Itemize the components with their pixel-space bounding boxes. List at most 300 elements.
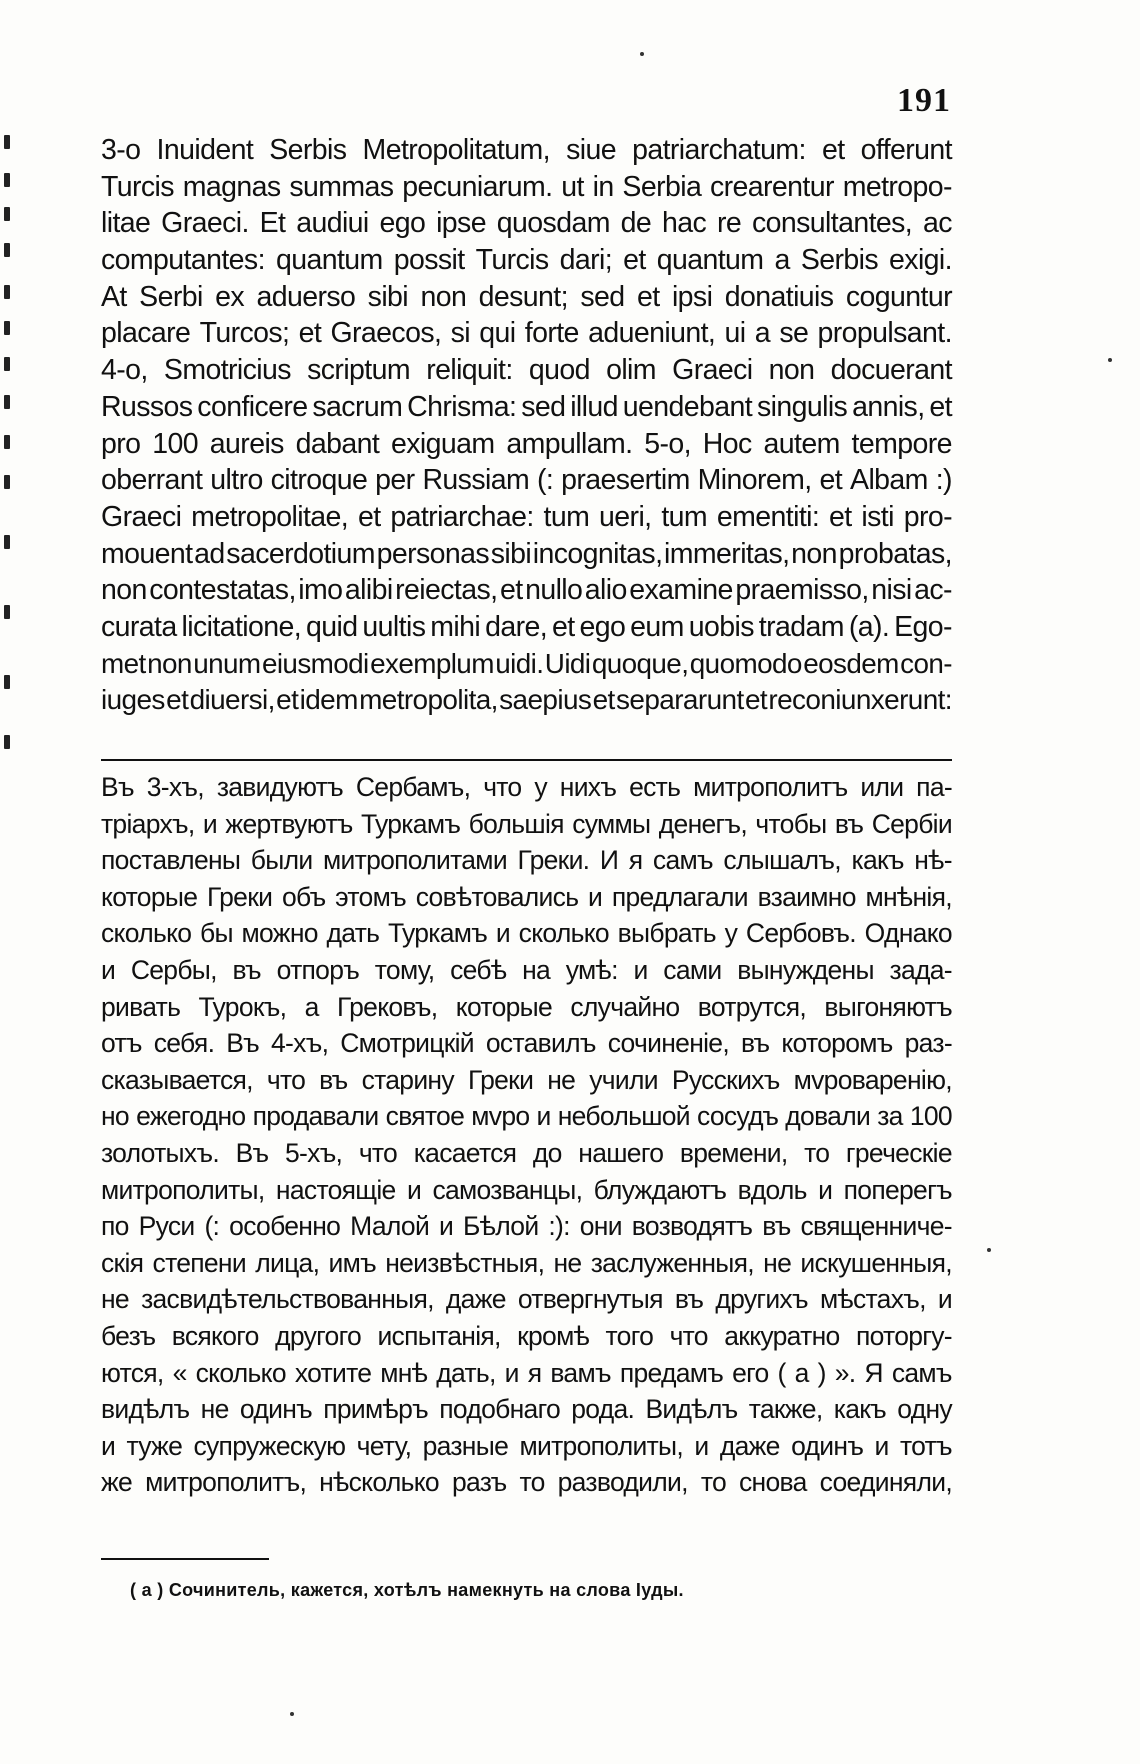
- word: 4-хъ,: [271, 1028, 329, 1059]
- word: Albam: [850, 464, 928, 497]
- word: idem: [299, 684, 358, 716]
- word: licitatione,: [181, 610, 302, 643]
- word: ampullam.: [506, 427, 633, 460]
- word: рода.: [571, 1394, 635, 1425]
- word: были: [250, 845, 313, 876]
- word: мѣстахъ,: [819, 1284, 926, 1315]
- word: разные: [422, 1430, 509, 1461]
- page-number: 191: [897, 82, 951, 119]
- word: Ego-: [894, 610, 952, 643]
- word: exiguam: [391, 427, 495, 460]
- word: и: [202, 808, 218, 839]
- word: sacrum: [312, 390, 403, 423]
- word: мнѣ: [380, 1357, 428, 1388]
- russian-line: [101, 952, 952, 989]
- word: et: [357, 500, 381, 533]
- word: Сербы,: [130, 954, 217, 985]
- word: ривать: [101, 991, 181, 1022]
- word: другихъ: [715, 1284, 808, 1315]
- word: dabant: [295, 427, 380, 460]
- word: a: [774, 244, 790, 277]
- word: искушенныя,: [800, 1247, 952, 1278]
- word: non: [147, 647, 192, 679]
- word: siue: [566, 134, 616, 166]
- word: ac: [922, 207, 952, 240]
- word: et: [636, 280, 660, 313]
- word: митрополитъ: [693, 772, 848, 802]
- word: crearentur: [710, 170, 834, 203]
- word: quantum: [656, 244, 764, 277]
- word: суммы: [572, 808, 651, 839]
- word: что: [669, 1320, 708, 1351]
- word: litae: [101, 207, 151, 240]
- word: et: [623, 244, 646, 277]
- word: завидуютъ: [216, 772, 343, 802]
- russian-line: [101, 1172, 952, 1209]
- word: metropolitae,: [191, 500, 349, 533]
- word: Turcos;: [199, 317, 290, 350]
- word: особенно: [229, 1211, 341, 1242]
- russian-line: [101, 1098, 952, 1135]
- word: выгоняютъ: [824, 991, 952, 1022]
- word: quomodo: [689, 647, 802, 679]
- word: которые: [455, 991, 553, 1022]
- word: отъ: [101, 1028, 142, 1059]
- word: слышалъ,: [723, 845, 841, 876]
- word: ego: [579, 610, 626, 643]
- word: mouent: [101, 537, 193, 570]
- word: объ: [281, 881, 326, 912]
- word: eum: [630, 610, 684, 643]
- word: въ: [834, 808, 864, 839]
- word: тотъ: [899, 1430, 952, 1461]
- word: заслуженныя,: [590, 1247, 754, 1278]
- word: 5-хъ,: [284, 1137, 343, 1168]
- word: a: [754, 317, 771, 350]
- word: сказывается,: [101, 1064, 253, 1095]
- word: же: [101, 1467, 133, 1498]
- word: qui: [479, 317, 516, 350]
- word: не: [200, 1394, 229, 1425]
- word: «: [172, 1357, 187, 1388]
- word: placare: [101, 317, 191, 350]
- russian-line: [101, 1391, 952, 1428]
- word: они: [579, 1211, 622, 1242]
- word: и: [504, 1357, 519, 1388]
- word: старину: [361, 1064, 454, 1095]
- word: которые: [101, 881, 198, 912]
- word: pro: [101, 427, 141, 460]
- word: подобнаго: [439, 1394, 560, 1425]
- word: что: [358, 1137, 398, 1168]
- word: (: [777, 1357, 786, 1388]
- word: ipsi: [671, 280, 713, 313]
- word: audiui: [296, 207, 369, 240]
- word: настоящіе: [275, 1174, 396, 1205]
- word: времени,: [679, 1137, 788, 1168]
- word: совѣтовались: [415, 881, 579, 912]
- word: вамъ: [550, 1357, 611, 1388]
- word: и: [937, 1284, 952, 1315]
- word: patriarchae:: [390, 500, 534, 533]
- word: а: [304, 991, 319, 1022]
- word: выбрать: [617, 918, 716, 949]
- word: Inuident: [156, 134, 254, 166]
- russian-line: [101, 1062, 952, 1099]
- word: чтобы: [755, 808, 827, 839]
- word: :):: [548, 1211, 570, 1242]
- word: себѣ: [450, 954, 507, 985]
- word: денегъ,: [658, 808, 748, 839]
- word: ementiti:: [716, 500, 820, 533]
- word: Туркамъ: [361, 808, 461, 839]
- word: супружескую: [193, 1430, 346, 1461]
- word: то: [700, 1467, 726, 1498]
- word: :): [935, 464, 952, 497]
- word: вотрутся,: [697, 991, 807, 1022]
- word: eosdem: [803, 647, 899, 679]
- word: себя.: [153, 1028, 215, 1059]
- word: священниче-: [800, 1211, 952, 1242]
- russian-text-block: [101, 769, 952, 1501]
- word: 3-хъ,: [146, 772, 204, 802]
- footnote-rule: [101, 1558, 269, 1560]
- word: и: [495, 918, 510, 949]
- word: святое: [385, 1101, 465, 1132]
- word: et: [829, 500, 852, 533]
- word: самъ: [652, 845, 713, 876]
- word: поставлены: [101, 845, 241, 876]
- word: immeritas,: [664, 537, 790, 570]
- word: ego: [379, 207, 426, 240]
- word: въ: [762, 1211, 791, 1242]
- word: что: [483, 772, 522, 802]
- word: Russos: [101, 390, 193, 423]
- word: нѣ-: [914, 845, 952, 876]
- word: exemplum: [370, 647, 494, 679]
- word: non: [420, 280, 467, 313]
- word: Chrisma:: [407, 390, 517, 423]
- russian-line: [101, 915, 952, 952]
- word: видѣлъ: [101, 1394, 190, 1425]
- word: и: [818, 1174, 833, 1205]
- word: alio: [584, 574, 627, 607]
- word: ): [817, 1357, 826, 1388]
- russian-line: [101, 806, 952, 843]
- latin-line: [101, 242, 952, 279]
- word: отвергнутыя: [517, 1284, 663, 1315]
- word: снова: [739, 1467, 807, 1498]
- word: si: [450, 317, 470, 350]
- word: того: [605, 1320, 654, 1351]
- word: praemisso,: [735, 574, 869, 607]
- word: ежегодно: [136, 1101, 246, 1132]
- word: испытанія,: [377, 1320, 501, 1351]
- russian-line: [101, 1135, 952, 1172]
- word: alibi: [344, 574, 393, 607]
- word: contestatas,: [149, 574, 296, 607]
- word: non: [791, 537, 837, 570]
- word: et: [499, 574, 523, 607]
- word: desunt;: [478, 280, 568, 313]
- word: Въ: [101, 772, 134, 802]
- word: у: [724, 918, 738, 949]
- word: соединяли,: [819, 1467, 952, 1498]
- word: et: [821, 134, 845, 166]
- word: также,: [748, 1394, 823, 1425]
- word: ipse: [436, 207, 486, 240]
- word: Смотрицкій: [340, 1028, 474, 1059]
- word: praesertim: [561, 464, 690, 497]
- latin-line: [101, 499, 952, 536]
- word: forte: [524, 317, 579, 350]
- word: вынуждены: [737, 954, 874, 985]
- word: Однако: [864, 918, 952, 949]
- word: ».: [834, 1357, 856, 1388]
- word: Сербіи: [871, 808, 952, 839]
- word: сосудъ: [697, 1101, 779, 1132]
- word: examine: [629, 574, 733, 607]
- word: Russiam: [422, 464, 530, 497]
- word: другого: [275, 1320, 362, 1351]
- word: et: [592, 684, 615, 716]
- word: вдоль: [737, 1174, 807, 1205]
- latin-line: [101, 205, 952, 242]
- word: раз-: [904, 1028, 952, 1059]
- word: et: [929, 390, 952, 423]
- word: то: [804, 1137, 830, 1168]
- word: tum: [661, 500, 708, 533]
- word: касается: [413, 1137, 517, 1168]
- word: греческіе: [845, 1137, 952, 1168]
- latin-line: [101, 315, 952, 352]
- word: и: [536, 1101, 551, 1132]
- word: et: [551, 610, 575, 643]
- latin-line: [101, 462, 952, 499]
- russian-line: [101, 1318, 952, 1355]
- word: сколько: [518, 918, 609, 949]
- word: per: [375, 464, 415, 497]
- word: Грековъ,: [336, 991, 438, 1022]
- word: Сербамъ,: [355, 772, 471, 802]
- word: separarunt: [616, 684, 744, 716]
- word: unum: [193, 647, 261, 679]
- word: что: [266, 1064, 306, 1095]
- word: Serbis: [800, 244, 878, 277]
- word: citroque: [270, 464, 368, 497]
- word: saepius: [499, 684, 592, 716]
- word: не: [553, 1247, 582, 1278]
- word: 100: [909, 1101, 952, 1132]
- word: степени: [152, 1247, 246, 1278]
- word: довали: [785, 1101, 871, 1132]
- word: не: [763, 1247, 792, 1278]
- word: и: [874, 1430, 889, 1461]
- word: разводили,: [557, 1467, 688, 1498]
- word: И: [599, 845, 619, 876]
- word: scriptum: [307, 354, 411, 387]
- word: non: [101, 574, 147, 607]
- word: сочиненіе,: [607, 1028, 730, 1059]
- word: засвидѣтельствованныя,: [141, 1284, 434, 1315]
- word: docuerant: [830, 354, 952, 387]
- word: или: [860, 772, 904, 802]
- word: я: [527, 1357, 542, 1388]
- word: quid: [306, 610, 358, 643]
- word: я: [628, 845, 643, 876]
- word: взаимно: [757, 881, 856, 912]
- latin-line: [101, 352, 952, 389]
- word: Руси: [138, 1211, 195, 1242]
- latin-line: [101, 169, 952, 206]
- word: золотыхъ.: [101, 1137, 219, 1168]
- word: sed: [521, 390, 566, 423]
- word: Hoc: [702, 427, 752, 460]
- word: uendebant: [622, 390, 753, 423]
- word: adueniunt,: [588, 317, 716, 350]
- word: сами: [663, 954, 722, 985]
- word: по: [101, 1211, 129, 1242]
- word: sibi: [490, 537, 532, 570]
- word: въ: [740, 1028, 770, 1059]
- word: ueri,: [599, 500, 652, 533]
- russian-line: [101, 879, 952, 916]
- word: дать,: [436, 1357, 496, 1388]
- section-separator-rule: [101, 759, 952, 761]
- word: singulis: [756, 390, 848, 423]
- word: et: [276, 684, 299, 716]
- word: illud: [570, 390, 618, 423]
- word: ac-: [914, 574, 952, 607]
- word: magnas: [182, 170, 281, 203]
- word: 4-o,: [101, 354, 148, 387]
- word: отпоръ: [276, 954, 360, 985]
- word: pro-: [903, 500, 952, 533]
- word: Туркамъ: [387, 918, 488, 949]
- word: Graeci.: [161, 207, 249, 240]
- word: reconiunxerunt:: [768, 684, 952, 716]
- word: одну: [897, 1394, 952, 1425]
- latin-line: [101, 572, 952, 609]
- word: reliquit:: [426, 354, 513, 387]
- word: митрополиты,: [101, 1174, 265, 1205]
- word: возводятъ: [631, 1211, 753, 1242]
- word: Smotricius: [163, 354, 291, 387]
- word: metropolita,: [359, 684, 498, 716]
- word: non: [768, 354, 815, 387]
- word: uobis: [688, 610, 754, 643]
- word: сколько: [101, 918, 192, 949]
- word: metropo-: [842, 170, 952, 203]
- word: summas: [289, 170, 394, 203]
- word: безъ: [101, 1320, 156, 1351]
- word: ultro: [210, 464, 263, 497]
- word: 3-o: [101, 134, 141, 166]
- word: 5-o,: [644, 427, 691, 460]
- word: и: [101, 954, 116, 985]
- word: за: [877, 1101, 903, 1132]
- word: olim: [606, 354, 656, 387]
- word: Я: [864, 1357, 883, 1388]
- word: блуждаютъ: [593, 1174, 727, 1205]
- footnote: [130, 1580, 890, 1601]
- word: хотите: [294, 1357, 372, 1388]
- word: предамъ: [619, 1357, 724, 1388]
- word: па-: [916, 772, 952, 802]
- word: разъ: [451, 1467, 507, 1498]
- word: Греки: [467, 1064, 534, 1095]
- word: какъ: [851, 845, 904, 876]
- word: Бѣлой: [463, 1211, 539, 1242]
- word: coguntur: [845, 280, 952, 313]
- russian-line: [101, 842, 952, 879]
- word: аккуратно: [724, 1320, 840, 1351]
- word: митрополитами: [323, 845, 507, 876]
- word: personas: [376, 537, 490, 570]
- word: de: [620, 207, 652, 240]
- word: небольшой: [557, 1101, 690, 1132]
- word: conficere: [197, 390, 308, 423]
- word: лица,: [255, 1247, 320, 1278]
- word: въ: [674, 1284, 704, 1315]
- word: и: [101, 1430, 116, 1461]
- word: Русскихъ: [671, 1064, 780, 1095]
- word: offerunt: [860, 134, 952, 166]
- word: бы: [200, 918, 233, 949]
- word: computantes:: [101, 244, 265, 277]
- word: in: [592, 170, 614, 203]
- word: въ: [319, 1064, 348, 1095]
- word: propulsant.: [817, 317, 952, 350]
- word: и: [694, 1430, 709, 1461]
- word: mihi: [430, 610, 481, 643]
- russian-line: [101, 1428, 952, 1465]
- word: (a).: [848, 610, 890, 643]
- word: ex: [215, 280, 245, 313]
- word: uidi.: [495, 647, 544, 679]
- latin-line: [101, 426, 952, 463]
- word: annis,: [852, 390, 925, 423]
- russian-line: [101, 769, 952, 806]
- russian-line: [101, 1281, 952, 1318]
- word: зада-: [889, 954, 952, 985]
- word: Serbi: [139, 280, 203, 313]
- word: (:: [204, 1211, 220, 1242]
- footnote-marker: ( а ): [130, 1580, 164, 1600]
- latin-text-block: [101, 132, 952, 719]
- word: quod: [528, 354, 590, 387]
- word: мнѣнія,: [865, 881, 952, 912]
- word: reiectas,: [395, 574, 498, 607]
- word: то: [519, 1467, 545, 1498]
- word: неизвѣстныя,: [385, 1247, 545, 1278]
- word: dari;: [559, 244, 613, 277]
- word: diuersi,: [189, 684, 275, 716]
- word: et: [744, 684, 768, 716]
- word: pecuniarum.: [402, 170, 553, 203]
- word: дать: [326, 918, 380, 949]
- word: se: [779, 317, 809, 350]
- russian-line: [101, 1208, 952, 1245]
- word: скія: [101, 1247, 144, 1278]
- word: Видѣлъ: [645, 1394, 738, 1425]
- word: Въ: [235, 1137, 269, 1168]
- word: Turcis: [475, 244, 549, 277]
- word: iuges: [101, 684, 165, 716]
- russian-line: [101, 989, 952, 1026]
- word: умѣ:: [565, 954, 618, 985]
- word: Турокъ,: [198, 991, 287, 1022]
